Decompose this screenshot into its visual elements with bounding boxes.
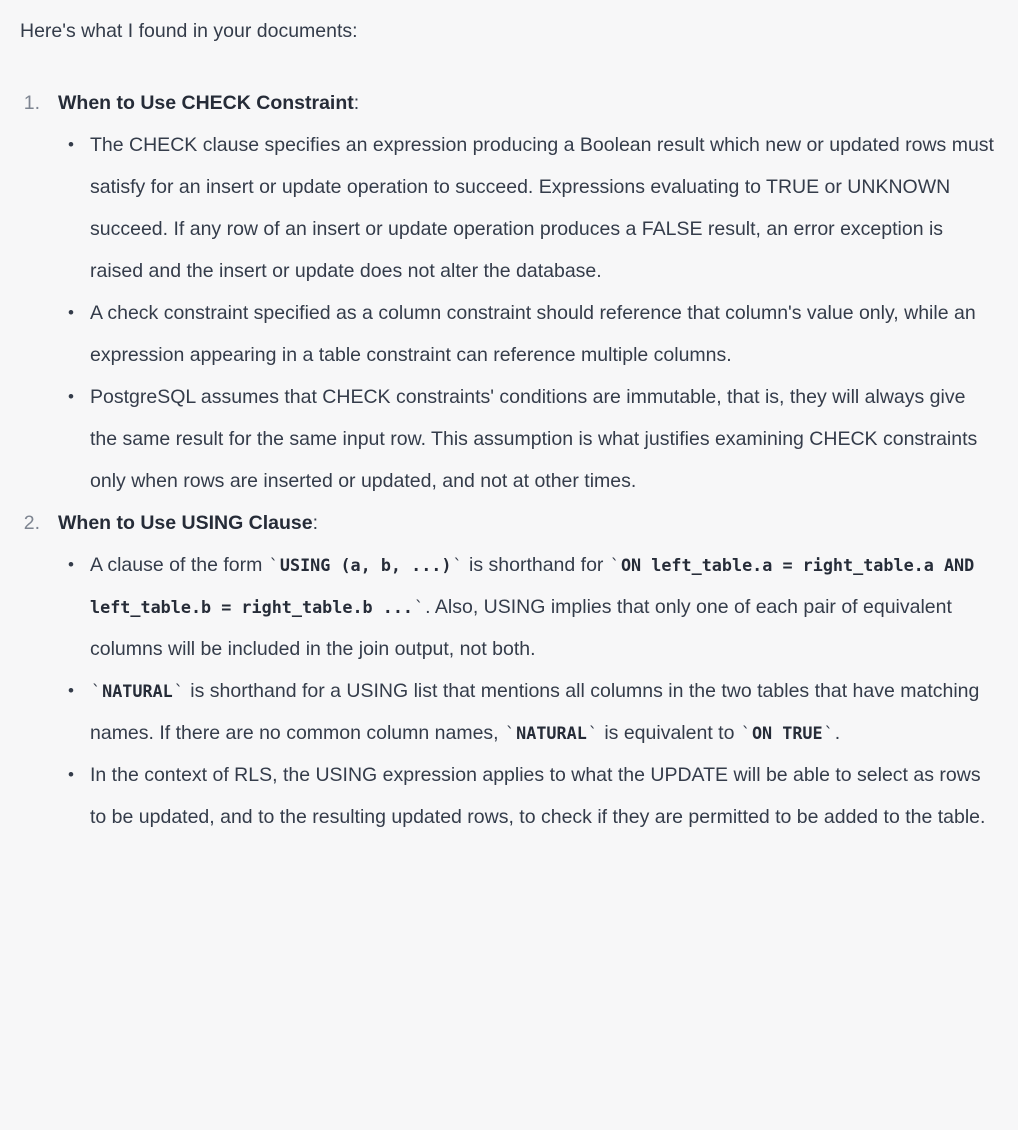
inline-code: `ON left_table.a = right_table.a AND left_table.b = right_table.b ...` [90,555,975,617]
bullet-icon: • [68,303,74,322]
bullet-text [90,376,995,502]
bullet-icon: • [68,135,74,154]
bullet-item [58,544,995,670]
list-item [20,82,995,502]
text-run: is shorthand for a USING list that mentions all columns in the two tables that have matching names. If there are no common column names, [90,680,980,744]
list-item-number: 2. [23,512,40,534]
inline-code: `NATURAL` [91,681,184,701]
bullet-item [58,124,995,292]
list-item [20,502,995,838]
bullet-item [58,376,995,502]
bullet-text [90,124,995,292]
text-run: In the context of RLS, the USING expression applies to what the UPDATE will be able to select as rows to be updated, and to the resulting updated rows, to check if they are permitted to be added to the table. [90,764,986,828]
inline-code: `USING (a, b, ...)` [268,555,463,575]
backtick-delimiter: ` [823,723,834,743]
text-run: A clause of the form [90,554,268,576]
list-item-heading [58,502,995,544]
text-run: PostgreSQL assumes that CHECK constraints' conditions are immutable, that is, they will always give the same result for the same input row. This assumption is what justifies examining CHECK constraints only when rows are inserted or updated, and not at other times. [90,386,978,492]
bullet-item [58,292,995,376]
intro-text: Here's what I found in your documents: [20,20,358,42]
backtick-delimiter: ` [587,723,598,743]
numbered-list [20,82,995,838]
list-item-number: 1. [23,92,40,114]
bullet-icon: • [68,555,74,574]
assistant-message [20,10,995,838]
text-run: The CHECK clause specifies an expression producing a Boolean result which new or updated rows must satisfy for an insert or update operation to succeed. Expressions evaluating to TRUE or UNKNOWN succeed. If any row of an insert or update operation produces a FALSE result, an error exception is raised and the insert or update does not alter the database. [90,134,994,282]
bullet-icon: • [68,765,74,784]
backtick-delimiter: ` [452,555,463,575]
bullet-list [58,544,995,838]
list-item-body [58,82,995,502]
inline-code: `ON TRUE` [740,723,834,743]
bullet-icon: • [68,681,74,700]
inline-code: `NATURAL` [505,723,598,743]
bullet-text [90,754,995,838]
text-run: is equivalent to [598,722,740,744]
backtick-delimiter: ` [740,723,751,743]
text-run: . [834,722,841,744]
backtick-delimiter: ` [91,681,102,701]
text-run: A check constraint specified as a column constraint should reference that column's value only, while an expression appearing in a table constraint can reference multiple columns. [90,302,976,366]
list-item-heading [58,82,995,124]
backtick-delimiter: ` [173,681,184,701]
backtick-delimiter: ` [414,597,425,617]
backtick-delimiter: ` [609,555,620,575]
text-run: . Also, USING implies that only one of each pair of equivalent columns will be included in the join output, not both. [90,596,952,660]
bullet-icon: • [68,387,74,406]
list-item-suffix: : [312,512,319,534]
bullet-item [58,754,995,838]
list-item-title: When to Use CHECK Constraint [58,92,354,114]
list-item-suffix: : [353,92,360,114]
bullet-text [90,544,995,670]
backtick-delimiter: ` [505,723,516,743]
list-item-title: When to Use USING Clause [58,512,313,534]
text-run: is shorthand for [463,554,609,576]
backtick-delimiter: ` [268,555,279,575]
list-item-body [58,502,995,838]
bullet-item [58,670,995,754]
bullet-list [58,124,995,502]
bullet-text [90,292,995,376]
bullet-text [90,670,995,754]
